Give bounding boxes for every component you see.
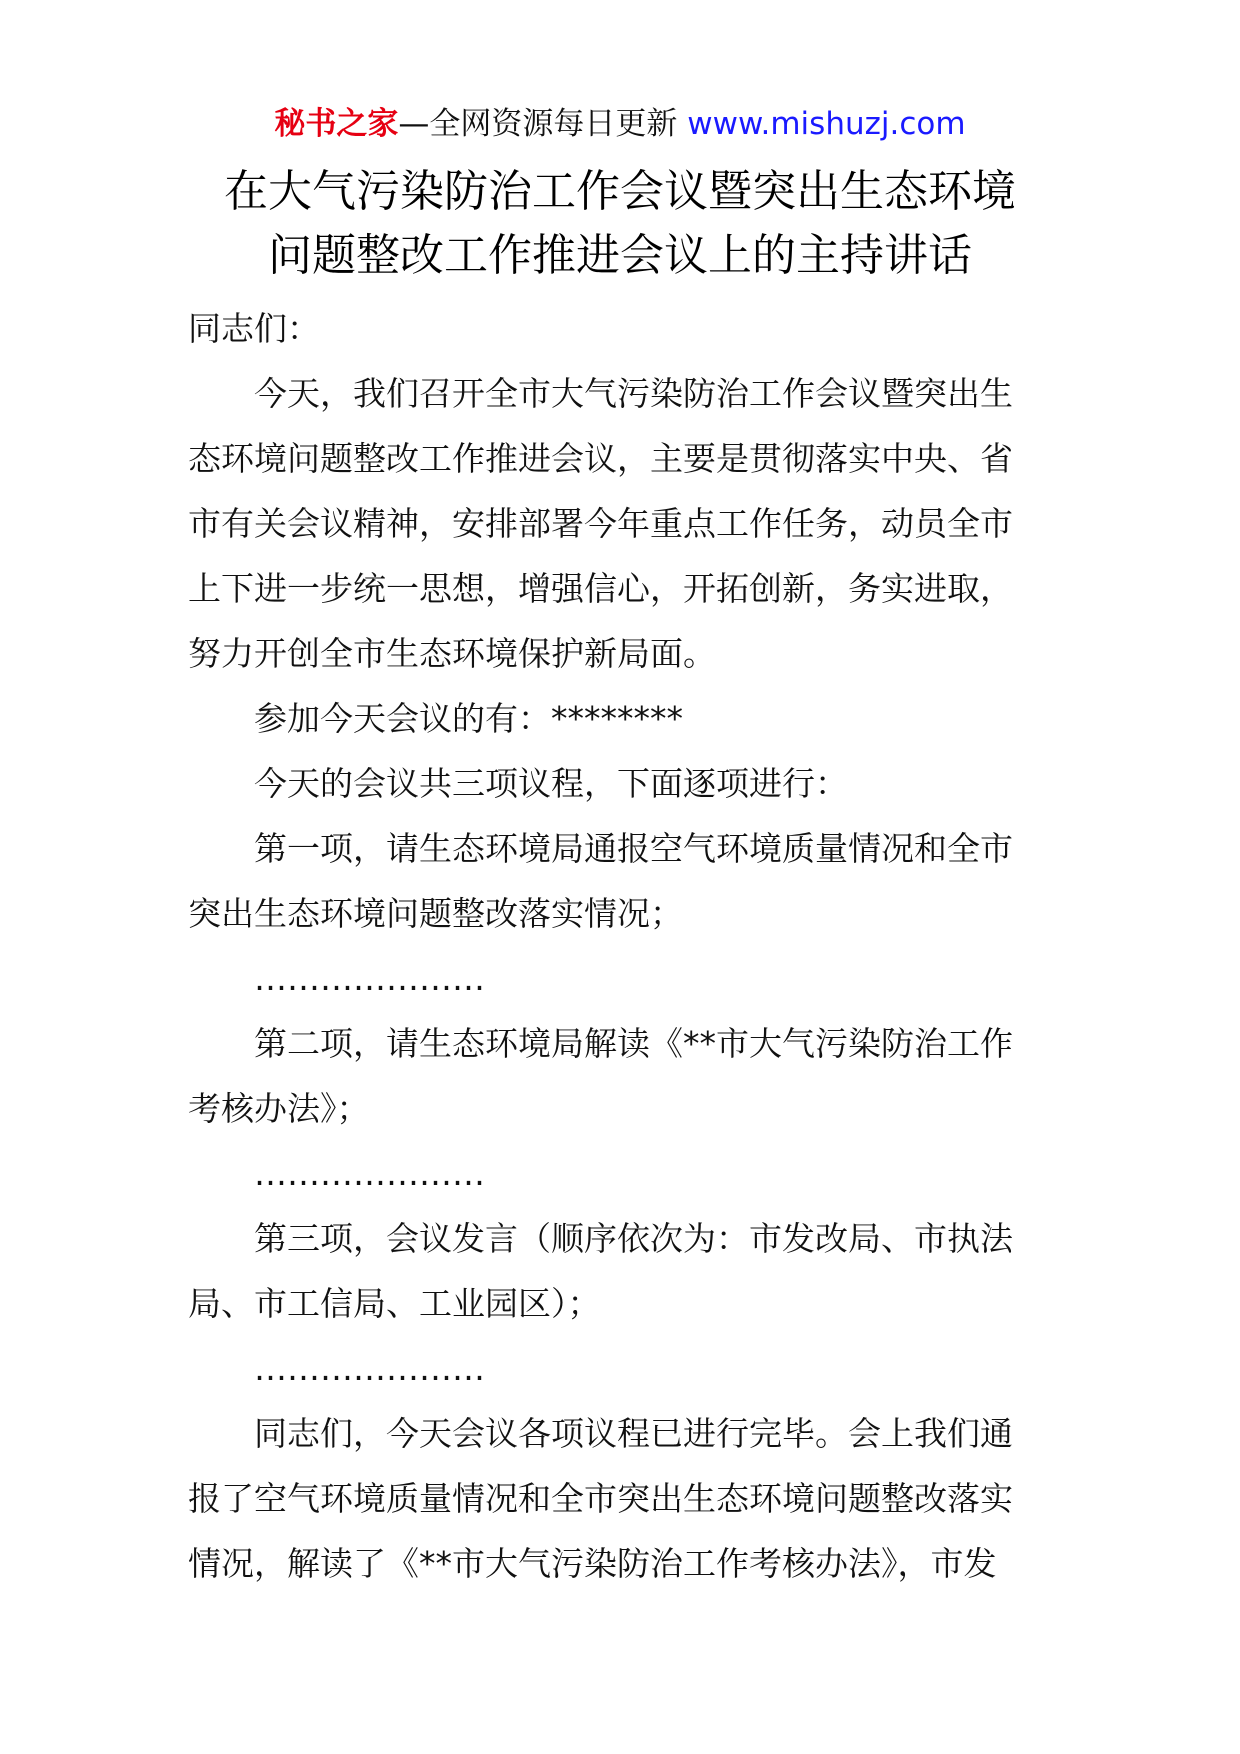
site-url-link[interactable]: www.mishuzj.com (687, 106, 966, 142)
title-line-1: 在大气污染防治工作会议暨突出生态环境 (224, 166, 1016, 217)
agenda-intro: 今天的会议共三项议程，下面逐项进行： (254, 764, 848, 803)
title-line-2: 问题整改工作推进会议上的主持讲话 (268, 230, 972, 281)
document-title (150, 160, 1090, 288)
header-slogan: —全网资源每日更新 (398, 106, 678, 142)
site-header (0, 104, 1240, 144)
agenda-item-2: 第二项，请生态环境局解读《**市大气污染防治工作考核办法》； (188, 1024, 1013, 1128)
document-body (188, 296, 1034, 1596)
ellipsis-placeholder: ………………… (254, 959, 485, 998)
closing-paragraph: 同志们，今天会议各项议程已进行完毕。会上我们通报了空气环境质量情况和全市突出生态环境问题整改落实情况，解读了《**市大气污染防治工作考核办法》，市发 (188, 1414, 1013, 1583)
attendees-paragraph: 参加今天会议的有：******** (254, 699, 683, 738)
agenda-item-1: 第一项，请生态环境局通报空气环境质量情况和全市突出生态环境问题整改落实情况； (188, 829, 1013, 933)
ellipsis-placeholder: ………………… (254, 1154, 485, 1193)
agenda-item-3: 第三项，会议发言（顺序依次为：市发改局、市执法局、市工信局、工业园区）； (188, 1219, 1013, 1323)
ellipsis-placeholder: ………………… (254, 1349, 485, 1388)
salutation: 同志们： (188, 309, 320, 348)
paragraph: 今天，我们召开全市大气污染防治工作会议暨突出生态环境问题整改工作推进会议，主要是贯彻落实中央、省市有关会议精神，安排部署今年重点工作任务，动员全市上下进一步统一思想，增强信心，开拓创新，务实进取，努力开创全市生态环境保护新局面。 (188, 374, 1013, 673)
brand-name: 秘书之家 (274, 106, 399, 142)
